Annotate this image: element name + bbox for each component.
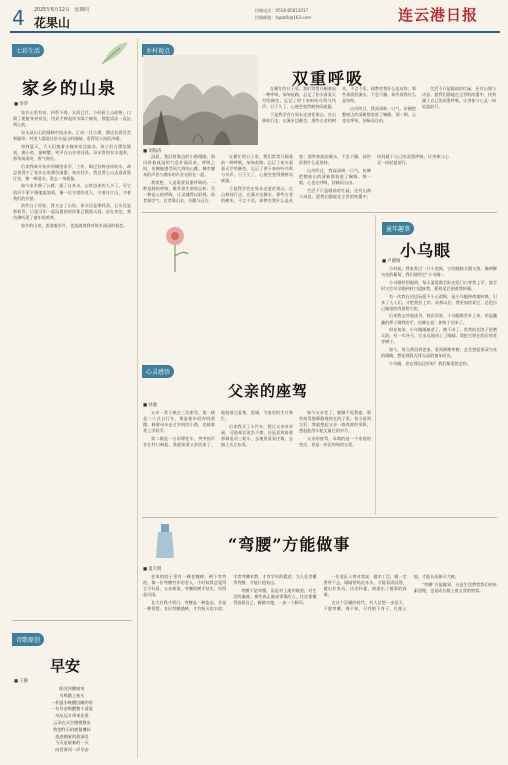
paragraph: 于是我学会在周末走进花果山，在山林间行走，在溪水边静坐。那些古老的树木，不言不语，却教会我什么是从容；那些奔流的溪水，不急不躁，却告诉我什么是坚持。	[262, 86, 416, 124]
paragraph: 小乌眼特别聪明，每天清晨都会趴在院门口等我上学，放学时又会早早跑到村口迎接我，摇着尾巴围着我转圈。	[381, 279, 497, 291]
paragraph: 清晨，我沿着海边的小路慢跑，海风带着咸湿的气息扑面而来，呼吸之间，仿佛能感受到大海的心跳。城市醒来的声音与潮水的声音交织在一起。	[143, 154, 215, 178]
paragraph: 小时候，我家养过一只小黑狗，它的眼睛又圆又黑，像两颗乌亮的葡萄，我们便叫它“小乌眼”。	[381, 266, 497, 278]
newspaper-logo: 连云港日报	[398, 6, 479, 24]
article-body	[13, 110, 131, 615]
paragraph: 第二辆是一台旧摩托车，突突的声音在村口响起，我就知道父亲回来了。他骑着它赶集、进城，为家里的生计奔忙。	[143, 410, 293, 448]
column-divider	[375, 215, 376, 515]
section-name: 花果山	[34, 16, 71, 30]
article-author: ■ 夏天明	[143, 567, 162, 572]
article-author: ■ 卢晓梅	[382, 259, 401, 264]
article-title: “弯腰”方能做事	[228, 535, 351, 554]
poem-line: 阳光叫醒窗帘	[59, 686, 85, 691]
section-divider	[142, 517, 497, 518]
article-body-continued	[262, 86, 496, 208]
poem-line: 风从远方带来花香	[55, 713, 89, 719]
section-tag: 心灵感悟	[142, 365, 174, 378]
section-tag: 诗歌原创	[12, 633, 44, 646]
poem-line: 放进抽屉的最深处	[55, 733, 89, 739]
poem-line: 一杯温水唤醒沉睡的胃	[51, 699, 93, 705]
paragraph: 我常想，人是需要双重呼吸的。一种是肺的呼吸，维系着生命的运转；另一种是心的呼吸，让灵魂得以舒展。前者靠空气，后者靠山水、书籍与远方。	[143, 179, 215, 204]
poem-line: 向世界问一声早安	[55, 747, 89, 753]
paragraph: 家乡山里有泉，四季不竭，水清且甘。小时候上山砍柴，口渴了便俯身到泉边，用双手捧起泉水喝个痛快，那股清凉一直沁到心底。	[13, 110, 131, 128]
article-body	[381, 266, 497, 514]
paragraph: 后来我去外地读书，每次回家，小乌眼都会扑上来，用湿漉漉的鼻子蹭我的手，仿佛在说：你终于回来了。	[381, 313, 497, 325]
paragraph: 如今，每当我回到老家，看到那棵枣树，总会想起那双乌亮的眼睛，想起那段无忧无虑的童年时光。	[381, 347, 497, 359]
article-author: ■ 孙强	[143, 403, 158, 408]
decorative-leaf-icon	[100, 40, 130, 66]
paragraph: “弯腰”方能做事，这是生活教给我们的朴素道理，也是成长路上最宝贵的财富。	[413, 581, 497, 593]
paragraph: 有一次我在河边玩耍不小心滑倒，是小乌眼拼命地叫唤，引来了大人们，才把我拉上岸。从那以后，我更加疼爱它，总把自己碗里的肉留给它吃。	[381, 293, 497, 311]
paragraph: 山风吹过，我深深吸一口气，仿佛把整座山的清新都装进了胸膛。那一刻，心也在呼吸，舒畅而自由。	[342, 105, 416, 124]
poem-author: ■ 王静	[14, 679, 29, 684]
article-title: 双重呼吸	[292, 69, 365, 88]
poem-line: 今天是崭新的一天	[55, 740, 89, 746]
paragraph: 生活不只是眼前的忙碌，还有山海与诗意。愿我们都能在尘世的喧嚣中，找到属于自己的双重呼吸，让身体与心灵一同轻盈前行。	[299, 154, 449, 199]
paragraph: 如今父亲老了，腿脚不再利索，那些座驾都静静地停在院子里。每当看到它们，我就想起父亲一路奔波的身影，想起他用车轮丈量过的岁月。	[299, 410, 371, 434]
paragraph: 如今家乡修了公路，通了自来水，山泉边来的人少了，可它依旧不紧不慢地流淌着，像一位守望的老人，守着这片山，守着我们的乡愁。	[13, 183, 131, 201]
poem-line: 一句早安唤醒整个清晨	[51, 706, 93, 712]
paragraph: 在这个浮躁的时代，有人总想一步登天，不愿弯腰。殊不知，只有俯下身子，扎根土地，才能长成参天大树。	[323, 574, 459, 612]
flower-decoration	[158, 222, 192, 272]
paragraph: 在繁忙的日子里，我们常常只顾着前一种呼吸，匆匆赶路，忘记了抬头看看天空的颜色，忘记了停下来听听鸟鸣与风声。日子久了，心便会变得拥挤而疲惫。	[221, 154, 293, 184]
article-title: 家乡的山泉	[22, 79, 117, 99]
paragraph: 后来我买了小汽车，想让父亲享享福，可他却总说坐不惯，还是喜欢骑着那辆电动三轮车，去地里看看庄稼，去镇上买点东西。	[221, 423, 293, 448]
landscape-painting	[143, 55, 258, 145]
hotline-1: 投稿电话：0518-85812017	[255, 8, 309, 13]
article-author: ■ 刘海涛	[143, 149, 162, 154]
column-divider	[137, 38, 138, 758]
paragraph: 长大后我才明白，弯腰是一种姿态，更是一种智慧。农民弯腰插秧，才有秋天的丰收；学者弯腰求教，才有学问的精进；为人处世懂得弯腰，才能行稳致远。	[143, 574, 317, 612]
paragraph: 一位老匠人曾对我说，做木工活，腰一定要弯下去，眼睛要贴近木头，才能看清纹理，做出好家具。这话朴素，却道出了做事的真谛。	[323, 574, 407, 598]
paragraph: 前些日子回家，我又去了山里。泉水还是那样清，石头还是那样青，只是当年一起玩耍的伙伴都已散落天涯。站在泉边，我仿佛听见了童年的欢笑。	[13, 203, 131, 221]
poem-line: 鸟鸣跳上枝头	[59, 692, 85, 698]
section-tag: 七彩生活	[12, 44, 44, 57]
article-author: ■ 李华	[14, 102, 29, 107]
poem-body	[16, 686, 128, 754]
issue-date: 2025年6月12日 星期四	[34, 8, 89, 13]
paragraph: 后来我离开家乡到城里求学、工作，喝过各种各样的水，却总觉得少了家乡山泉那份清甜。每次回乡，我总要上山去看看那汪泉，掬一捧清水，洗去一身疲惫。	[13, 163, 131, 181]
paragraph: 山风吹过，我深深吸一口气，仿佛把整座山的清新都装进了胸膛。那一刻，心也在呼吸，舒畅而自由。	[299, 167, 371, 185]
paragraph: 每到夏天，大人们挑着水桶来泉边取水，孩子们在潭边嬉戏，摸小鱼、捉螃蟹，笑声在山谷里回荡。母亲常用泉水泡茶，那茶汤清亮，香气绵长。	[13, 143, 131, 161]
paragraph: 家乡的山泉，流淌着岁月，也流淌着我对故乡深深的眷恋。	[21, 223, 128, 229]
section-divider	[12, 620, 132, 621]
paragraph: 小乌眼，你在那边还好吗？我们都很想念你。	[389, 360, 471, 366]
page-number: 4	[12, 6, 25, 30]
article-title: 小乌眼	[400, 241, 452, 260]
poem-line: 我把昨天的疲惫叠好	[53, 726, 91, 732]
paragraph: 父亲的座驾，承载的是一个家庭的变迁，更是一份沉甸甸的父爱。	[299, 435, 371, 448]
paragraph: 弯腰不是卑微，而是对土地的敬重，对生活的谦逊。那些真正做成事情的人，往往都懂得放低自己，脚踏实地，一步一个脚印。	[233, 587, 317, 605]
article-body	[143, 574, 497, 760]
paragraph: 泉水从山石的缝隙中流出来，汇成一汪小潭，潭边长着青苔和蕨草。村里人都说这泉水是山的眼睛，看得见人间的冷暖。	[13, 129, 131, 141]
paragraph: 父亲一辈子换过三次座驾。第一辆是二八式自行车，那是他年轻时的骄傲，载着母亲走过乡间的小路，也载着我上学放学。	[143, 410, 215, 434]
section-divider	[142, 212, 497, 213]
paragraph: 在繁忙的日子里，我们常常只顾着前一种呼吸，匆匆赶路，忘记了抬头看看天空的颜色，忘记了停下来听听鸟鸣与风声。日子久了，心便会变得拥挤而疲惫。	[262, 86, 336, 110]
masthead-divider	[10, 31, 500, 33]
poem-title: 早安	[50, 657, 81, 675]
section-tag: 童年趣事	[382, 222, 414, 235]
section-tag: 乡村视点	[142, 44, 174, 57]
bottle-illustration	[150, 522, 180, 560]
article-body	[143, 410, 371, 512]
article-title: 父亲的座驾	[228, 382, 309, 400]
masthead	[0, 0, 508, 32]
poem-line: 云朵在天空慢慢散步	[53, 719, 91, 725]
paragraph: 时光匆匆，小乌眼渐渐老了，跑不动了，常常趴在院子里晒太阳。有一年冬天，它永远地闭上了眼睛。我把它埋在院后的老枣树下。	[381, 327, 497, 345]
paragraph: 老家的院子里有一棵老槐树，树干弯弯的，像一位弯腰劳作的老人。小时候我总觉得它不好看，父亲却说，弯腰的树才结实，经得起风雨。	[143, 574, 227, 598]
paragraph: 生活不只是眼前的忙碌，还有山海与诗意。愿我们都能在尘世的喧嚣中，找到属于自己的双重呼吸，让身体与心灵一同轻盈前行。	[422, 86, 496, 110]
hotline-2: 投稿邮箱：hgsbfk@163.com	[255, 15, 312, 20]
paragraph: 于是我学会在周末走进花果山，在山林间行走，在溪水边静坐。那些古老的树木，不言不语，却教会我什么是从容；那些奔流的溪水，不急不躁，却告诉我什么是坚持。	[221, 154, 371, 204]
